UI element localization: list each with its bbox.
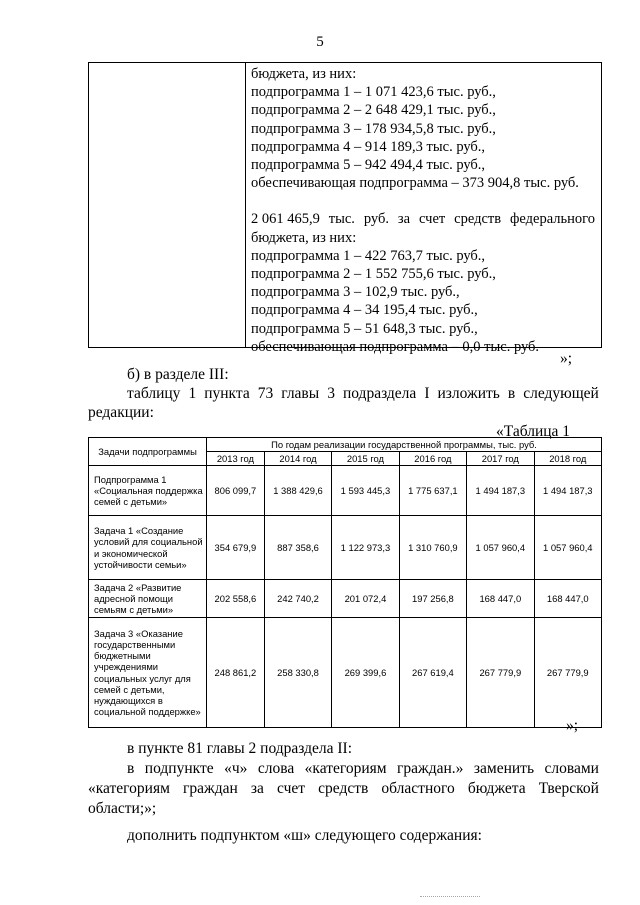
table-row [89, 580, 602, 618]
word: федерального [510, 211, 595, 228]
year-header: 2017 год [467, 452, 534, 466]
closing-quote: »; [566, 717, 579, 734]
regional-line: подпрограмма 5 – 942 494,4 тыс. руб., [251, 157, 486, 174]
year-header: 2013 год [207, 452, 265, 466]
cell-value: 1 057 960,4 [467, 516, 534, 580]
year-header: 2018 год [534, 452, 601, 466]
table-intro-line-2: редакции: [88, 404, 154, 421]
federal-heading-line [251, 210, 595, 228]
word: слова [257, 760, 295, 777]
table-intro-line [127, 384, 599, 403]
table-row [89, 618, 602, 728]
closing-quote: »; [560, 350, 573, 367]
federal-line: обеспечивающая подпрограмма – 0,0 тыс. руб. [251, 338, 540, 355]
word: тыс. [328, 211, 355, 228]
regional-line: обеспечивающая подпрограмма – 373 904,8 тыс. руб. [251, 175, 579, 192]
row-label: Задача 2 «Развитие адресной помощи семьям с детьми» [89, 580, 207, 618]
word: счет [419, 211, 446, 228]
federal-line: подпрограмма 3 – 102,9 тыс. руб., [251, 284, 460, 301]
cell-value: 258 330,8 [264, 618, 331, 728]
word: подпункте [144, 760, 214, 777]
funding-box [88, 62, 602, 355]
funding-table [88, 437, 602, 728]
federal-line: подпрограмма 5 – 51 648,3 тыс. руб., [251, 320, 478, 337]
regional-line: подпрограмма 4 – 914 189,3 тыс. руб., [251, 138, 486, 155]
cell-value: 267 779,9 [534, 618, 601, 728]
word: в [507, 385, 516, 402]
cell-value: 267 619,4 [399, 618, 466, 728]
word: пункта [204, 385, 250, 402]
word: средств [454, 211, 502, 228]
page-number: 5 [316, 34, 324, 50]
cell-value: 269 399,6 [332, 618, 399, 728]
subpoint-ch-line-2 [88, 779, 599, 798]
federal-line: подпрограмма 2 – 1 552 755,6 тыс. руб., [251, 266, 496, 283]
word: следующей [523, 385, 599, 402]
word: «категориям [88, 780, 170, 797]
word: «ч» [224, 760, 248, 777]
add-subpoint: дополнить подпунктом «ш» следующего содержания: [127, 827, 482, 844]
federal-line: бюджета, из них: [251, 229, 357, 246]
word: областного [381, 780, 455, 797]
cell-value: 197 256,8 [399, 580, 466, 618]
table-row [89, 516, 602, 580]
word: за [397, 211, 411, 228]
word: подраздела [342, 385, 417, 402]
cell-value: 1 593 445,3 [332, 466, 399, 516]
word: 1 [188, 385, 197, 402]
point-81: в пункте 81 главы 2 подраздела II: [127, 740, 353, 757]
subpoint-ch-line [127, 759, 599, 778]
word: бюджета [467, 780, 526, 797]
word: таблицу [127, 385, 181, 402]
federal-line: подпрограмма 4 – 34 195,4 тыс. руб., [251, 302, 478, 319]
table-caption: «Таблица 1 [496, 423, 571, 440]
cell-value: 1 775 637,1 [399, 466, 466, 516]
col-tasks-header: Задачи подпрограммы [89, 438, 207, 466]
scan-artifact [420, 896, 480, 897]
word: руб. [363, 211, 389, 228]
cell-value: 1 494 187,3 [534, 466, 601, 516]
word: «категориям [304, 760, 387, 777]
paragraph-gap [251, 192, 595, 210]
word: в [127, 760, 135, 777]
year-header: 2014 год [264, 452, 331, 466]
federal-line: подпрограмма 1 – 422 763,7 тыс. руб., [251, 247, 486, 264]
cell-value: 354 679,9 [207, 516, 265, 580]
cell-value: 1 310 760,9 [399, 516, 466, 580]
years-group-header: По годам реализации государственной программы, тыс. руб. [207, 438, 602, 452]
cell-value: 1 388 429,6 [264, 466, 331, 516]
cell-value: 887 358,6 [264, 516, 331, 580]
cell-value: 1 057 960,4 [534, 516, 601, 580]
cell-value: 242 740,2 [264, 580, 331, 618]
word: за [250, 780, 264, 797]
word: 73 [257, 385, 274, 402]
year-header: 2016 год [399, 452, 466, 466]
section-b: б) в разделе III: [127, 366, 229, 383]
table-header-row [89, 438, 602, 452]
regional-line: бюджета, из них: [251, 66, 357, 82]
word: Тверской [538, 780, 599, 797]
row-label: Задача 1 «Создание условий для социальной и экономической устойчивости семьи» [89, 516, 207, 580]
cell-value: 1 122 973,3 [332, 516, 399, 580]
word: заменить [473, 760, 535, 777]
word: счет [277, 780, 306, 797]
year-header: 2015 год [332, 452, 399, 466]
cell-value: 806 099,7 [207, 466, 265, 516]
cell-value: 168 447,0 [467, 580, 534, 618]
row-label: Подпрограмма 1 «Социальная поддержка семей с детьми» [89, 466, 207, 516]
word: средств [318, 780, 369, 797]
word: 2 061 465,9 [251, 211, 320, 228]
row-label: Задача 3 «Оказание государственными бюджетными учреждениями социальных услуг для семей с детьми, нуждающихся в социальной поддержке» [89, 618, 207, 728]
table-row [89, 466, 602, 516]
word: граждан [183, 780, 238, 797]
word: словами [544, 760, 599, 777]
cell-value: 201 072,4 [332, 580, 399, 618]
word: изложить [437, 385, 500, 402]
word: граждан.» [397, 760, 464, 777]
word: главы [281, 385, 320, 402]
regional-line: подпрограмма 3 – 178 934,5,8 тыс. руб., [251, 120, 496, 137]
funding-text [251, 65, 595, 356]
cell-value: 1 494 187,3 [467, 466, 534, 516]
cell-value: 202 558,6 [207, 580, 265, 618]
subpoint-ch-line-3: области;»; [88, 800, 157, 817]
regional-line: подпрограмма 2 – 2 648 429,1 тыс. руб., [251, 102, 496, 119]
cell-value: 267 779,9 [467, 618, 534, 728]
regional-line: подпрограмма 1 – 1 071 423,6 тыс. руб., [251, 84, 496, 101]
column-divider [245, 63, 246, 347]
cell-value: 248 861,2 [207, 618, 265, 728]
cell-value: 168 447,0 [534, 580, 601, 618]
word: 3 [327, 385, 335, 402]
word: I [424, 385, 430, 402]
